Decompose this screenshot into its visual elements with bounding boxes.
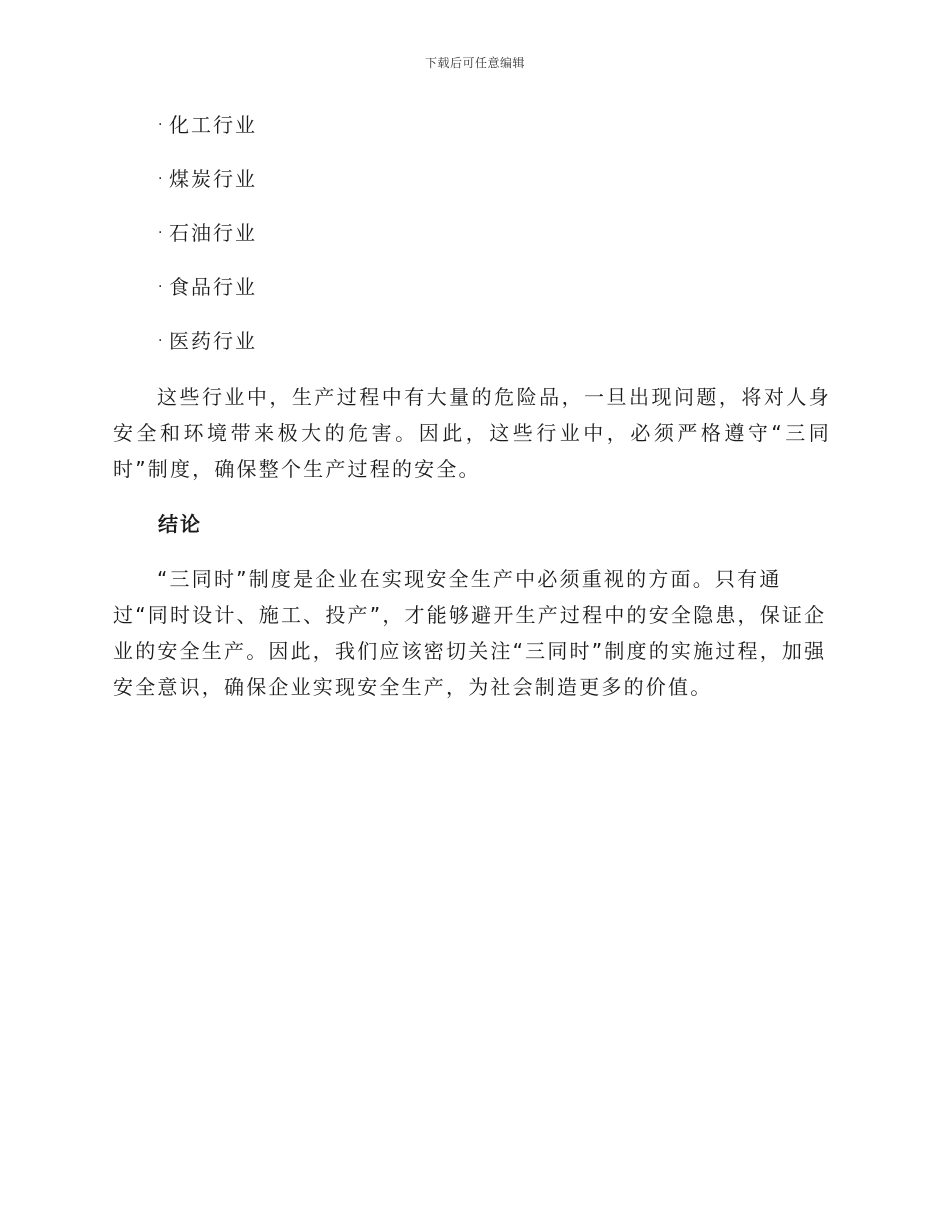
industries-paragraph: 这些行业中，生产过程中有大量的危险品，一旦出现问题，将对人身安全和环境带来极大的危害。因此，这些行业中，必须严格遵守“三同时”制度，确保整个生产过程的安全。 [113, 385, 831, 481]
list-item [158, 165, 257, 219]
conclusion-heading: 结论 [158, 512, 202, 536]
list-item [158, 219, 257, 273]
list-item [158, 273, 257, 327]
list-item [158, 327, 257, 381]
list-item-label: 化工行业 [169, 113, 257, 137]
list-item-label: 食品行业 [169, 275, 257, 299]
bullet-icon: · [158, 279, 165, 295]
conclusion-line: 过“同时设计、施工、投产”，才能够避开生产过程中的安全隐患，保证企 [113, 603, 827, 627]
list-item-label: 医药行业 [169, 329, 257, 353]
conclusion-line: 业的安全生产。因此，我们应该密切关注“三同时”制度的实施过程，加强 [113, 639, 827, 663]
bullet-icon: · [158, 171, 165, 187]
conclusion-line: 安全意识，确保企业实现安全生产，为社会制造更多的价值。 [113, 675, 713, 699]
bullet-icon: · [158, 225, 165, 241]
conclusion-paragraph [113, 561, 831, 705]
list-item-label: 煤炭行业 [169, 167, 257, 191]
bullet-icon: · [158, 333, 165, 349]
list-item-label: 石油行业 [169, 221, 257, 245]
industry-list [158, 111, 257, 381]
conclusion-line: “三同时”制度是企业在实现安全生产中必须重视的方面。只有通 [157, 567, 782, 591]
page-header: 下载后可任意编辑 [424, 56, 525, 70]
list-item [158, 111, 257, 165]
bullet-icon: · [158, 117, 165, 133]
